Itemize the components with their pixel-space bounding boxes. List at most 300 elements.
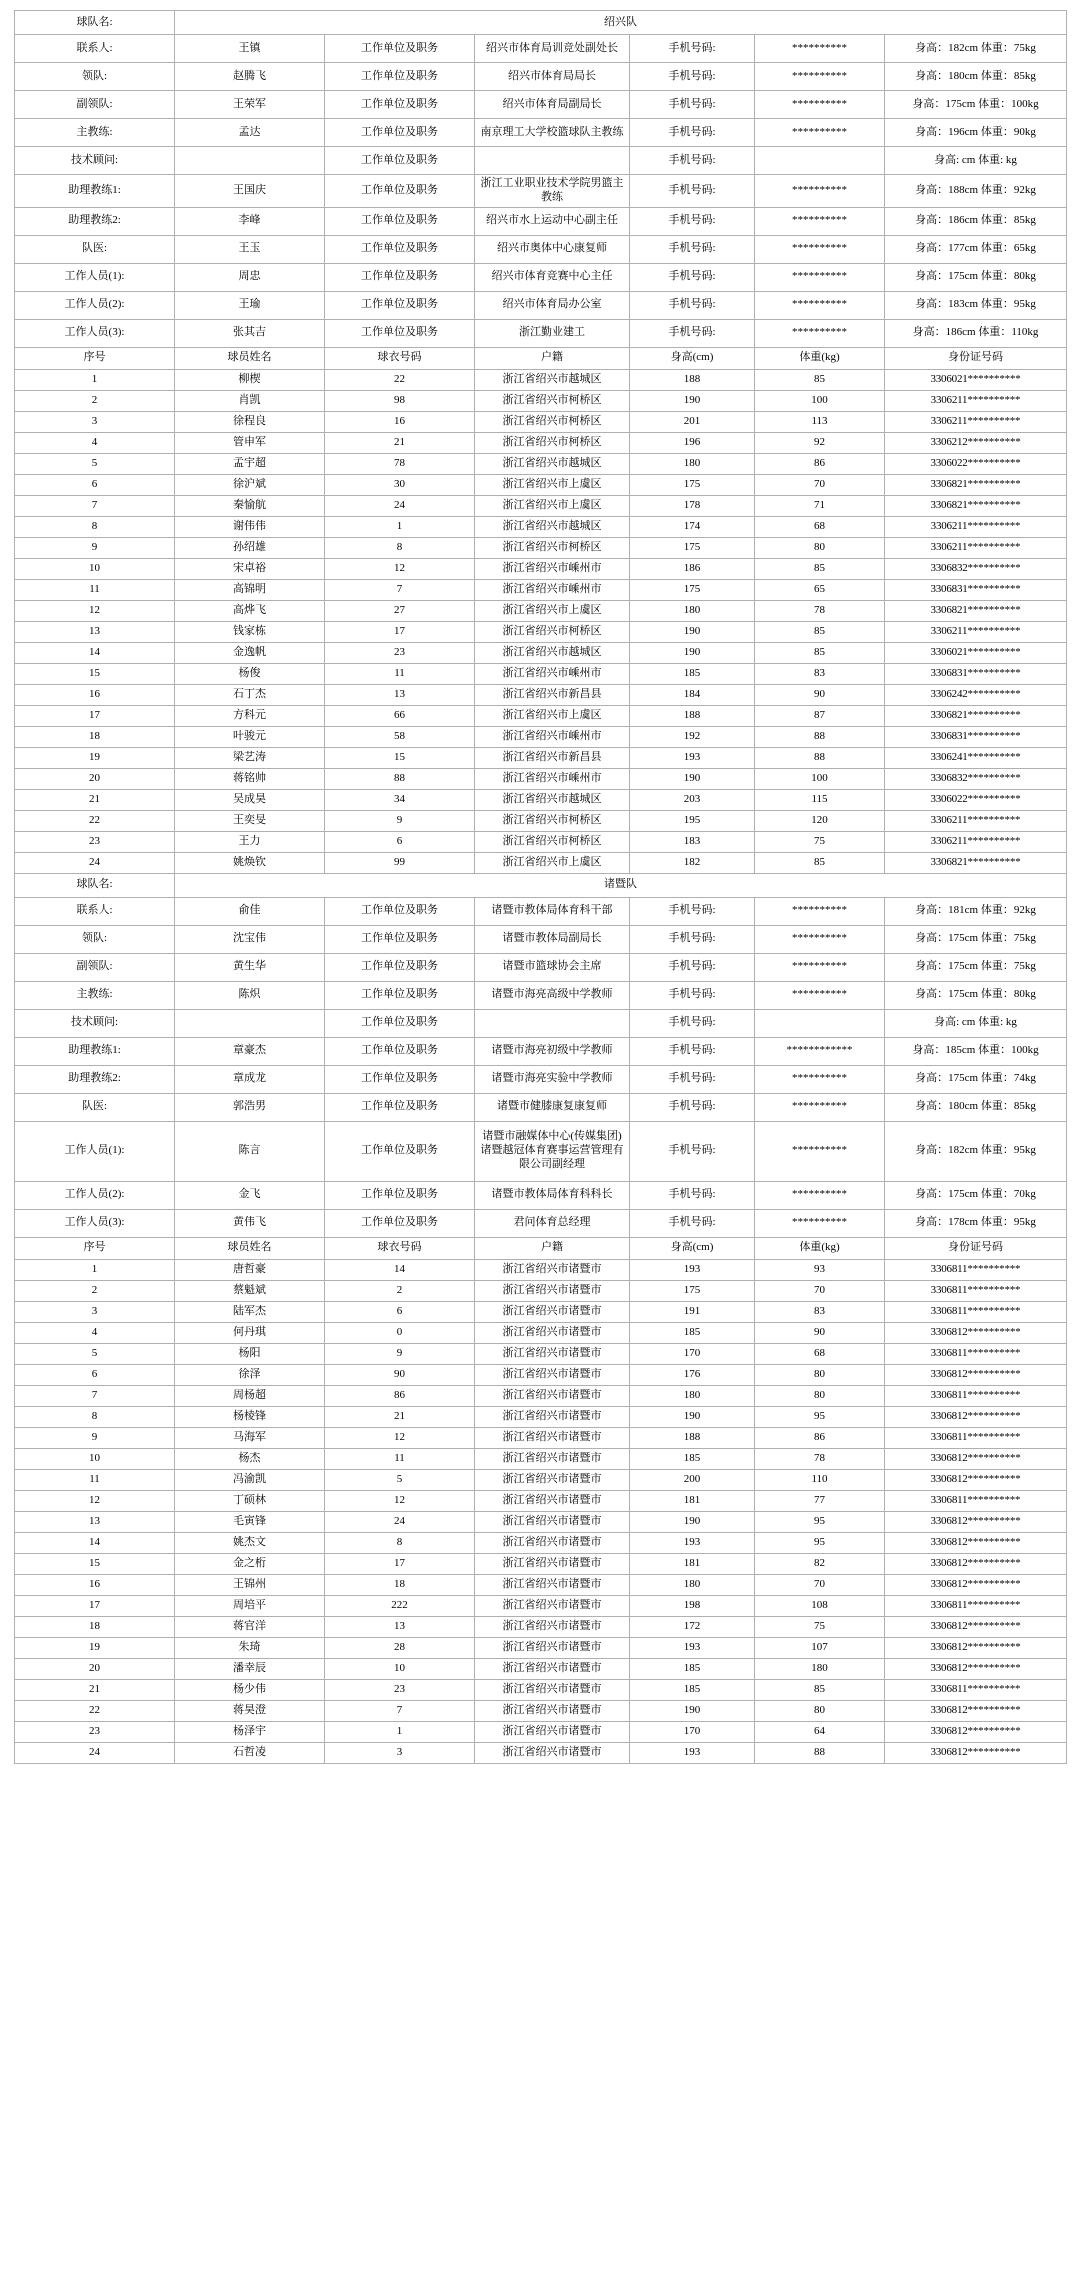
player-residence: 浙江省绍兴市新昌县 xyxy=(475,747,630,768)
player-weight: 90 xyxy=(755,684,885,705)
player-weight: 64 xyxy=(755,1721,885,1742)
player-index: 3 xyxy=(15,1301,175,1322)
player-jersey-number: 11 xyxy=(325,1448,475,1469)
player-id-number: 3306812********** xyxy=(885,1574,1067,1595)
table-row xyxy=(15,1469,1067,1490)
player-index: 8 xyxy=(15,516,175,537)
player-name: 冯渝凯 xyxy=(175,1469,325,1490)
player-id-number: 3306211********** xyxy=(885,516,1067,537)
table-row xyxy=(15,1427,1067,1448)
player-id-number: 3306821********** xyxy=(885,852,1067,873)
staff-row xyxy=(15,1181,1067,1209)
player-jersey-number: 23 xyxy=(325,1679,475,1700)
player-name: 蒋昊澄 xyxy=(175,1700,325,1721)
player-id-number: 3306812********** xyxy=(885,1616,1067,1637)
player-height: 192 xyxy=(630,726,755,747)
staff-phone-masked: ********** xyxy=(755,207,885,235)
phone-label: 手机号码: xyxy=(630,263,755,291)
staff-person-name: 陈言 xyxy=(175,1121,325,1181)
player-index: 8 xyxy=(15,1406,175,1427)
player-index: 14 xyxy=(15,1532,175,1553)
player-height: 188 xyxy=(630,705,755,726)
player-id-number: 3306812********** xyxy=(885,1742,1067,1763)
staff-phone-masked: ********** xyxy=(755,1209,885,1237)
staff-person-name: 王镇 xyxy=(175,35,325,63)
player-height: 176 xyxy=(630,1364,755,1385)
player-height: 184 xyxy=(630,684,755,705)
player-residence: 浙江省绍兴市诸暨市 xyxy=(475,1406,630,1427)
staff-height-weight: 身高: cm 体重: kg xyxy=(885,147,1067,175)
staff-work-unit: 绍兴市体育局副局长 xyxy=(475,91,630,119)
team-name-label: 球队名: xyxy=(15,873,175,897)
phone-label: 手机号码: xyxy=(630,175,755,208)
table-row xyxy=(15,1343,1067,1364)
phone-label: 手机号码: xyxy=(630,1009,755,1037)
table-row xyxy=(15,1385,1067,1406)
staff-row xyxy=(15,235,1067,263)
table-row xyxy=(15,684,1067,705)
table-row xyxy=(15,411,1067,432)
player-jersey-number: 7 xyxy=(325,579,475,600)
table-row xyxy=(15,1322,1067,1343)
work-unit-title-label: 工作单位及职务 xyxy=(325,63,475,91)
player-weight: 180 xyxy=(755,1658,885,1679)
player-column-header: 序号 xyxy=(15,1237,175,1259)
team-roster-table xyxy=(14,10,1067,1764)
player-column-header: 球员姓名 xyxy=(175,347,325,369)
player-id-number: 3306821********** xyxy=(885,474,1067,495)
player-column-header: 球衣号码 xyxy=(325,1237,475,1259)
table-row xyxy=(15,558,1067,579)
player-id-number: 3306812********** xyxy=(885,1469,1067,1490)
player-height: 198 xyxy=(630,1595,755,1616)
player-name: 潘幸辰 xyxy=(175,1658,325,1679)
player-header-row xyxy=(15,347,1067,369)
staff-person-name xyxy=(175,1009,325,1037)
player-name: 何丹琪 xyxy=(175,1322,325,1343)
staff-height-weight: 身高：182cm 体重：95kg xyxy=(885,1121,1067,1181)
player-name: 姚焕钦 xyxy=(175,852,325,873)
player-weight: 86 xyxy=(755,1427,885,1448)
table-row xyxy=(15,1259,1067,1280)
player-name: 陆军杰 xyxy=(175,1301,325,1322)
player-index: 18 xyxy=(15,1616,175,1637)
player-index: 1 xyxy=(15,369,175,390)
staff-height-weight: 身高：186cm 体重：110kg xyxy=(885,319,1067,347)
player-id-number: 3306811********** xyxy=(885,1280,1067,1301)
phone-label: 手机号码: xyxy=(630,1181,755,1209)
player-weight: 95 xyxy=(755,1532,885,1553)
staff-phone-masked: ********** xyxy=(755,235,885,263)
player-name: 杨俊 xyxy=(175,663,325,684)
table-row xyxy=(15,705,1067,726)
staff-work-unit: 绍兴市水上运动中心副主任 xyxy=(475,207,630,235)
player-jersey-number: 1 xyxy=(325,1721,475,1742)
player-residence: 浙江省绍兴市嵊州市 xyxy=(475,558,630,579)
player-index: 9 xyxy=(15,537,175,558)
staff-phone-masked: ********** xyxy=(755,953,885,981)
player-jersey-number: 6 xyxy=(325,831,475,852)
team-name-value: 诸暨队 xyxy=(175,873,1067,897)
player-column-header: 身高(cm) xyxy=(630,1237,755,1259)
work-unit-title-label: 工作单位及职务 xyxy=(325,981,475,1009)
table-row xyxy=(15,1574,1067,1595)
player-index: 5 xyxy=(15,1343,175,1364)
player-name: 杨泽宇 xyxy=(175,1721,325,1742)
staff-phone-masked: ********** xyxy=(755,263,885,291)
player-residence: 浙江省绍兴市柯桥区 xyxy=(475,432,630,453)
player-jersey-number: 12 xyxy=(325,1490,475,1511)
player-index: 12 xyxy=(15,1490,175,1511)
player-residence: 浙江省绍兴市诸暨市 xyxy=(475,1385,630,1406)
player-height: 195 xyxy=(630,810,755,831)
player-jersey-number: 16 xyxy=(325,411,475,432)
player-id-number: 3306812********** xyxy=(885,1658,1067,1679)
player-height: 175 xyxy=(630,474,755,495)
player-jersey-number: 6 xyxy=(325,1301,475,1322)
player-id-number: 3306821********** xyxy=(885,600,1067,621)
player-id-number: 3306831********** xyxy=(885,579,1067,600)
table-row xyxy=(15,1511,1067,1532)
staff-work-unit: 诸暨市健膝康复康复师 xyxy=(475,1093,630,1121)
player-jersey-number: 14 xyxy=(325,1259,475,1280)
player-residence: 浙江省绍兴市柯桥区 xyxy=(475,537,630,558)
staff-row xyxy=(15,953,1067,981)
player-id-number: 3306832********** xyxy=(885,558,1067,579)
player-height: 190 xyxy=(630,390,755,411)
player-index: 19 xyxy=(15,747,175,768)
player-name: 杨少伟 xyxy=(175,1679,325,1700)
work-unit-title-label: 工作单位及职务 xyxy=(325,207,475,235)
player-weight: 120 xyxy=(755,810,885,831)
player-id-number: 3306021********** xyxy=(885,369,1067,390)
player-weight: 95 xyxy=(755,1406,885,1427)
table-row xyxy=(15,1679,1067,1700)
player-residence: 浙江省绍兴市诸暨市 xyxy=(475,1742,630,1763)
player-residence: 浙江省绍兴市柯桥区 xyxy=(475,411,630,432)
player-name: 叶骏元 xyxy=(175,726,325,747)
player-column-header: 球衣号码 xyxy=(325,347,475,369)
staff-role-label: 领队: xyxy=(15,63,175,91)
table-row xyxy=(15,1448,1067,1469)
player-id-number: 3306211********** xyxy=(885,621,1067,642)
staff-phone-masked: ********** xyxy=(755,1181,885,1209)
player-height: 185 xyxy=(630,1322,755,1343)
player-weight: 70 xyxy=(755,474,885,495)
player-id-number: 3306831********** xyxy=(885,726,1067,747)
staff-phone-masked: ********** xyxy=(755,175,885,208)
player-residence: 浙江省绍兴市诸暨市 xyxy=(475,1343,630,1364)
table-row xyxy=(15,453,1067,474)
staff-role-label: 副领队: xyxy=(15,953,175,981)
player-index: 19 xyxy=(15,1637,175,1658)
staff-person-name: 郭浩男 xyxy=(175,1093,325,1121)
staff-role-label: 主教练: xyxy=(15,981,175,1009)
player-id-number: 3306811********** xyxy=(885,1490,1067,1511)
player-index: 16 xyxy=(15,1574,175,1595)
player-height: 180 xyxy=(630,453,755,474)
player-weight: 75 xyxy=(755,1616,885,1637)
table-row xyxy=(15,768,1067,789)
player-id-number: 3306812********** xyxy=(885,1532,1067,1553)
team-name-value: 绍兴队 xyxy=(175,11,1067,35)
player-residence: 浙江省绍兴市诸暨市 xyxy=(475,1574,630,1595)
player-name: 徐沪斌 xyxy=(175,474,325,495)
table-row xyxy=(15,663,1067,684)
table-row xyxy=(15,600,1067,621)
work-unit-title-label: 工作单位及职务 xyxy=(325,175,475,208)
phone-label: 手机号码: xyxy=(630,925,755,953)
player-name: 秦愉航 xyxy=(175,495,325,516)
player-weight: 75 xyxy=(755,831,885,852)
player-residence: 浙江省绍兴市越城区 xyxy=(475,453,630,474)
staff-work-unit: 诸暨市融媒体中心(传媒集团)诸暨越冠体育赛事运营管理有限公司副经理 xyxy=(475,1121,630,1181)
player-weight: 87 xyxy=(755,705,885,726)
player-jersey-number: 0 xyxy=(325,1322,475,1343)
staff-row xyxy=(15,925,1067,953)
player-height: 183 xyxy=(630,831,755,852)
staff-phone-masked: ********** xyxy=(755,119,885,147)
staff-role-label: 工作人员(3): xyxy=(15,1209,175,1237)
player-id-number: 3306811********** xyxy=(885,1301,1067,1322)
work-unit-title-label: 工作单位及职务 xyxy=(325,1209,475,1237)
player-name: 孙绍雄 xyxy=(175,537,325,558)
player-jersey-number: 9 xyxy=(325,810,475,831)
player-jersey-number: 15 xyxy=(325,747,475,768)
player-id-number: 3306812********** xyxy=(885,1511,1067,1532)
staff-person-name: 赵腾飞 xyxy=(175,63,325,91)
table-row xyxy=(15,726,1067,747)
staff-work-unit: 诸暨市海亮高级中学教师 xyxy=(475,981,630,1009)
player-residence: 浙江省绍兴市上虞区 xyxy=(475,474,630,495)
player-index: 21 xyxy=(15,789,175,810)
staff-work-unit: 绍兴市体育局办公室 xyxy=(475,291,630,319)
player-jersey-number: 66 xyxy=(325,705,475,726)
player-height: 200 xyxy=(630,1469,755,1490)
player-id-number: 3306811********** xyxy=(885,1679,1067,1700)
player-jersey-number: 10 xyxy=(325,1658,475,1679)
staff-role-label: 工作人员(2): xyxy=(15,1181,175,1209)
player-jersey-number: 9 xyxy=(325,1343,475,1364)
table-row xyxy=(15,537,1067,558)
player-name: 管申军 xyxy=(175,432,325,453)
player-height: 182 xyxy=(630,852,755,873)
staff-role-label: 助理教练1: xyxy=(15,1037,175,1065)
player-column-header: 身份证号码 xyxy=(885,347,1067,369)
player-weight: 80 xyxy=(755,537,885,558)
player-residence: 浙江省绍兴市诸暨市 xyxy=(475,1511,630,1532)
staff-height-weight: 身高：177cm 体重：65kg xyxy=(885,235,1067,263)
staff-person-name: 黄生华 xyxy=(175,953,325,981)
staff-row xyxy=(15,1009,1067,1037)
work-unit-title-label: 工作单位及职务 xyxy=(325,291,475,319)
player-index: 6 xyxy=(15,1364,175,1385)
player-id-number: 3306211********** xyxy=(885,537,1067,558)
player-residence: 浙江省绍兴市上虞区 xyxy=(475,705,630,726)
staff-height-weight: 身高：175cm 体重：80kg xyxy=(885,981,1067,1009)
staff-work-unit: 诸暨市海亮初级中学教师 xyxy=(475,1037,630,1065)
player-height: 185 xyxy=(630,1679,755,1700)
staff-height-weight: 身高：175cm 体重：100kg xyxy=(885,91,1067,119)
player-jersey-number: 13 xyxy=(325,1616,475,1637)
player-index: 13 xyxy=(15,621,175,642)
player-index: 23 xyxy=(15,831,175,852)
table-row xyxy=(15,1637,1067,1658)
player-height: 180 xyxy=(630,1385,755,1406)
phone-label: 手机号码: xyxy=(630,1037,755,1065)
player-id-number: 3306812********** xyxy=(885,1553,1067,1574)
player-name: 宋卓裕 xyxy=(175,558,325,579)
table-row xyxy=(15,642,1067,663)
player-weight: 100 xyxy=(755,390,885,411)
player-jersey-number: 28 xyxy=(325,1637,475,1658)
player-residence: 浙江省绍兴市诸暨市 xyxy=(475,1595,630,1616)
player-id-number: 3306241********** xyxy=(885,747,1067,768)
player-weight: 70 xyxy=(755,1574,885,1595)
staff-row xyxy=(15,981,1067,1009)
player-name: 吴成昊 xyxy=(175,789,325,810)
staff-person-name: 章成龙 xyxy=(175,1065,325,1093)
staff-height-weight: 身高：175cm 体重：80kg xyxy=(885,263,1067,291)
staff-height-weight: 身高：175cm 体重：74kg xyxy=(885,1065,1067,1093)
player-weight: 65 xyxy=(755,579,885,600)
table-row xyxy=(15,1301,1067,1322)
player-height: 193 xyxy=(630,747,755,768)
staff-height-weight: 身高：175cm 体重：75kg xyxy=(885,925,1067,953)
player-residence: 浙江省绍兴市嵊州市 xyxy=(475,579,630,600)
table-row xyxy=(15,852,1067,873)
player-name: 梁艺涛 xyxy=(175,747,325,768)
table-row xyxy=(15,495,1067,516)
player-jersey-number: 8 xyxy=(325,537,475,558)
work-unit-title-label: 工作单位及职务 xyxy=(325,91,475,119)
phone-label: 手机号码: xyxy=(630,91,755,119)
player-id-number: 3306812********** xyxy=(885,1700,1067,1721)
work-unit-title-label: 工作单位及职务 xyxy=(325,319,475,347)
player-height: 188 xyxy=(630,369,755,390)
player-weight: 71 xyxy=(755,495,885,516)
staff-phone-masked: ********** xyxy=(755,925,885,953)
player-height: 172 xyxy=(630,1616,755,1637)
player-residence: 浙江省绍兴市诸暨市 xyxy=(475,1532,630,1553)
player-weight: 80 xyxy=(755,1364,885,1385)
staff-row xyxy=(15,263,1067,291)
staff-role-label: 主教练: xyxy=(15,119,175,147)
player-weight: 83 xyxy=(755,663,885,684)
player-jersey-number: 17 xyxy=(325,1553,475,1574)
player-name: 王力 xyxy=(175,831,325,852)
player-name: 杨杰 xyxy=(175,1448,325,1469)
staff-row xyxy=(15,175,1067,208)
player-height: 185 xyxy=(630,1448,755,1469)
player-residence: 浙江省绍兴市越城区 xyxy=(475,642,630,663)
staff-row xyxy=(15,147,1067,175)
player-name: 蔡魁斌 xyxy=(175,1280,325,1301)
staff-work-unit: 绍兴市体育局训竞处副处长 xyxy=(475,35,630,63)
player-column-header: 身高(cm) xyxy=(630,347,755,369)
table-row xyxy=(15,1658,1067,1679)
staff-height-weight: 身高：181cm 体重：92kg xyxy=(885,897,1067,925)
table-row xyxy=(15,1280,1067,1301)
staff-row xyxy=(15,291,1067,319)
table-row xyxy=(15,1364,1067,1385)
staff-row xyxy=(15,1065,1067,1093)
work-unit-title-label: 工作单位及职务 xyxy=(325,147,475,175)
player-name: 唐哲豪 xyxy=(175,1259,325,1280)
player-index: 7 xyxy=(15,1385,175,1406)
table-row xyxy=(15,1721,1067,1742)
player-index: 16 xyxy=(15,684,175,705)
work-unit-title-label: 工作单位及职务 xyxy=(325,1181,475,1209)
player-column-header: 户籍 xyxy=(475,347,630,369)
player-index: 18 xyxy=(15,726,175,747)
staff-work-unit: 浙江勤业建工 xyxy=(475,319,630,347)
player-weight: 86 xyxy=(755,453,885,474)
player-index: 15 xyxy=(15,663,175,684)
player-residence: 浙江省绍兴市诸暨市 xyxy=(475,1469,630,1490)
staff-role-label: 队医: xyxy=(15,1093,175,1121)
staff-work-unit: 绍兴市体育局局长 xyxy=(475,63,630,91)
staff-work-unit xyxy=(475,1009,630,1037)
staff-person-name: 章豪杰 xyxy=(175,1037,325,1065)
player-index: 9 xyxy=(15,1427,175,1448)
staff-phone-masked: ********** xyxy=(755,1093,885,1121)
player-height: 190 xyxy=(630,621,755,642)
phone-label: 手机号码: xyxy=(630,953,755,981)
player-jersey-number: 222 xyxy=(325,1595,475,1616)
staff-person-name: 王国庆 xyxy=(175,175,325,208)
staff-height-weight: 身高：188cm 体重：92kg xyxy=(885,175,1067,208)
staff-phone-masked: ********** xyxy=(755,91,885,119)
player-jersey-number: 21 xyxy=(325,432,475,453)
phone-label: 手机号码: xyxy=(630,1093,755,1121)
player-weight: 110 xyxy=(755,1469,885,1490)
table-row xyxy=(15,1490,1067,1511)
work-unit-title-label: 工作单位及职务 xyxy=(325,263,475,291)
team-name-label: 球队名: xyxy=(15,11,175,35)
player-index: 4 xyxy=(15,432,175,453)
player-jersey-number: 98 xyxy=(325,390,475,411)
player-height: 170 xyxy=(630,1721,755,1742)
staff-role-label: 工作人员(3): xyxy=(15,319,175,347)
player-weight: 85 xyxy=(755,369,885,390)
player-jersey-number: 7 xyxy=(325,1700,475,1721)
staff-role-label: 联系人: xyxy=(15,897,175,925)
player-index: 11 xyxy=(15,579,175,600)
staff-phone-masked: ************ xyxy=(755,1037,885,1065)
phone-label: 手机号码: xyxy=(630,35,755,63)
player-name: 高锦明 xyxy=(175,579,325,600)
player-height: 201 xyxy=(630,411,755,432)
player-height: 190 xyxy=(630,1700,755,1721)
staff-work-unit: 绍兴市体育竞赛中心主任 xyxy=(475,263,630,291)
table-row xyxy=(15,1616,1067,1637)
phone-label: 手机号码: xyxy=(630,981,755,1009)
player-height: 174 xyxy=(630,516,755,537)
player-weight: 78 xyxy=(755,1448,885,1469)
player-weight: 113 xyxy=(755,411,885,432)
player-jersey-number: 2 xyxy=(325,1280,475,1301)
player-jersey-number: 86 xyxy=(325,1385,475,1406)
staff-phone-masked: ********** xyxy=(755,319,885,347)
player-jersey-number: 58 xyxy=(325,726,475,747)
phone-label: 手机号码: xyxy=(630,235,755,263)
staff-work-unit: 诸暨市教体局副局长 xyxy=(475,925,630,953)
player-weight: 82 xyxy=(755,1553,885,1574)
player-residence: 浙江省绍兴市诸暨市 xyxy=(475,1427,630,1448)
staff-role-label: 联系人: xyxy=(15,35,175,63)
table-row xyxy=(15,1532,1067,1553)
